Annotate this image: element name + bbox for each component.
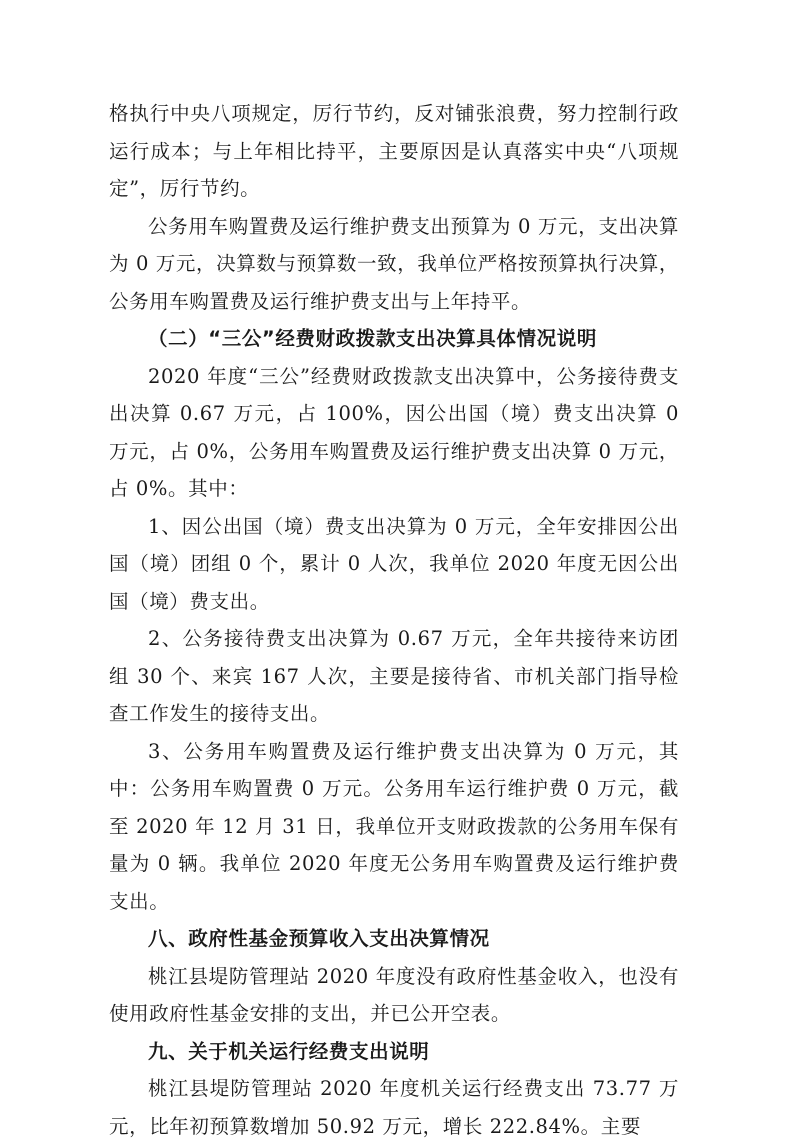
section-heading-operating-expense: 九、关于机关运行经费支出说明 <box>148 1039 430 1063</box>
section-heading-three-public-details: （二）“三公”经费财政拨款支出决算具体情况说明 <box>148 327 597 350</box>
paragraph-vehicle-budget: 公务用车购置费及运行维护费支出预算为 0 万元，支出决算为 0 万元，决算数与预算数一致，我单位严格按预算执行决算，公务用车购置费及运行维护费支出与上年持平。 <box>109 214 679 313</box>
paragraph-reception: 2、公务接待费支出决算为 0.67 万元，全年共接待来访团组 30 个、来宾 167 人次，主要是接待省、市机关部门指导检查工作发生的接待支出。 <box>109 627 679 725</box>
paragraph-government-fund: 桃江县堤防管理站 2020 年度没有政府性基金收入，也没有使用政府性基金安排的支出，并已公开空表。 <box>109 964 679 1025</box>
paragraph-operating-expense: 桃江县堤防管理站 2020 年度机关运行经费支出 73.77 万元，比年初预算数增加 50.92 万元，增长 222.84%。主要 <box>109 1077 679 1138</box>
paragraph-three-public-summary: 2020 年度“三公”经费财政拨款支出决算中，公务接待费支出决算 0.67 万元，占 100%，因公出国（境）费支出决算 0 万元，占 0%，公务用车购置费及运行维护费支出决算 0 万元，占 0%。其中： <box>109 364 679 500</box>
section-heading-government-fund: 八、政府性基金预算收入支出决算情况 <box>148 927 490 950</box>
document-body <box>109 95 679 1145</box>
paragraph-continuation: 格执行中央八项规定，厉行节约，反对铺张浪费，努力控制行政运行成本；与上年相比持平，主要原因是认真落实中央“八项规定”，厉行节约。 <box>109 102 679 200</box>
paragraph-vehicle-expense: 3、公务用车购置费及运行维护费支出决算为 0 万元，其中：公务用车购置费 0 万元。公务用车运行维护费 0 万元，截至 2020 年 12 月 31 日，我单位开支财政拨款的公务用车保有量为 0 辆。我单位 2020 年度无公务用车购置费及运行维护费支出。 <box>109 739 679 913</box>
paragraph-overseas-travel: 1、因公出国（境）费支出决算为 0 万元，全年安排因公出国（境）团组 0 个，累计 0 人次，我单位 2020 年度无因公出国（境）费支出。 <box>109 514 679 613</box>
